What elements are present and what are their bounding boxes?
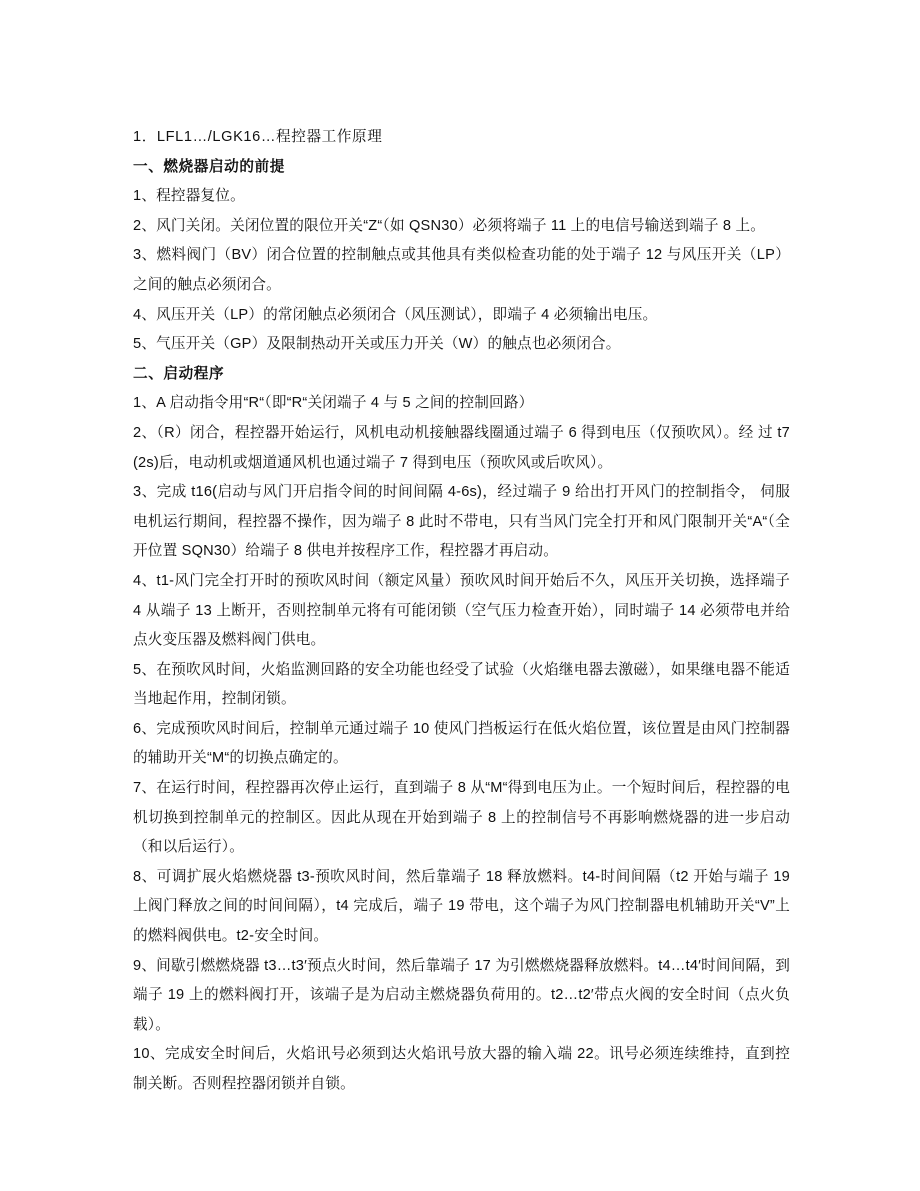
section-1-item-1: 1、程控器复位。 <box>133 188 245 205</box>
document-body <box>133 123 790 1100</box>
section-1-item-4: 4、风压开关（LP）的常闭触点必须闭合（风压测试），即端子 4 必须输出电压。 <box>133 306 658 323</box>
section-2-item-6: 6、完成预吹风时间后，控制单元通过端子 10 使风门挡板运行在低火焰位置，该位置是由风门控制器的辅助开关“M“的切换点确定的。 <box>133 720 790 767</box>
section-heading-2: 二、启动程序 <box>133 365 225 382</box>
section-2-item-10: 10、完成安全时间后，火焰讯号必须到达火焰讯号放大器的输入端 22。讯号必须连续维持，直到控制关断。否则程控器闭锁并自锁。 <box>133 1046 790 1092</box>
section-2-item-9: 9、间歇引燃燃烧器 t3…t3′预点火时间，然后靠端子 17 为引燃燃烧器释放燃料。t4…t4′时间间隔，到端子 19 上的燃料阀打开，该端子是为启动主燃烧器负荷用的。t2…t2′带点火阀的安全时间（点火负载）。 <box>133 957 790 1033</box>
section-2-item-8: 8、可调扩展火焰燃烧器 t3-预吹风时间，然后靠端子 18 释放燃料。t4-时间间隔（t2 开始与端子 19 上阀门释放之间的时间间隔），t4 完成后，端子 19 带电，这个端子为风门控制器电机辅助开关“V”上的燃料阀供电。t2-安全时间。 <box>133 868 790 945</box>
section-2-item-2: 2、（R）闭合，程控器开始运行，风机电动机接触器线圈通过端子 6 得到电压（仅预吹风）。经 过 t7(2s)后，电动机或烟道通风机也通过端子 7 得到电压（预吹风或后吹风）。 <box>133 424 790 471</box>
document-title: 1．LFL1…/LGK16…程控器工作原理 <box>133 129 383 145</box>
section-heading-1: 一、燃烧器启动的前提 <box>133 158 285 175</box>
section-2-item-4: 4、t1-风门完全打开时的预吹风时间（额定风量）预吹风时间开始后不久，风压开关切换，选择端子 4 从端子 13 上断开，否则控制单元将有可能闭锁（空气压力检查开始），同时端子 14 必须带电并给点火变压器及燃料阀门供电。 <box>133 572 790 649</box>
section-1-item-2: 2、风门关闭。关闭位置的限位开关“Z“（如 QSN30）必须将端子 11 上的电信号输送到端子 8 上。 <box>133 217 766 234</box>
section-2-item-5: 5、在预吹风时间，火焰监测回路的安全功能也经受了试验（火焰继电器去激磁），如果继电器不能适当地起作用，控制闭锁。 <box>133 661 790 708</box>
section-2-item-3: 3、完成 t16(启动与风门开启指令间的时间间隔 4-6s)，经过端子 9 给出打开风门的控制指令， 伺服电机运行期间，程控器不操作，因为端子 8 此时不带电，只有当风门完全打开和风门限制开关“A“（全开位置 SQN30）给端子 8 供电并按程序工作，程控器才再启动。 <box>133 484 790 560</box>
section-1-item-3: 3、燃料阀门（BV）闭合位置的控制触点或其他具有类似检查功能的处于端子 12 与风压开关（LP）之间的触点必须闭合。 <box>133 247 790 293</box>
section-1-item-5: 5、气压开关（GP）及限制热动开关或压力开关（W）的触点也必须闭合。 <box>133 336 621 353</box>
section-2-item-1: 1、A 启动指令用“R“（即“R“关闭端子 4 与 5 之间的控制回路） <box>133 395 534 412</box>
section-2-item-7: 7、在运行时间，程控器再次停止运行，直到端子 8 从“M“得到电压为止。一个短时间后，程控器的电机切换到控制单元的控制区。因此从现在开始到端子 8 上的控制信号不再影响燃烧器的进一步启动（和以后运行）。 <box>133 780 790 856</box>
